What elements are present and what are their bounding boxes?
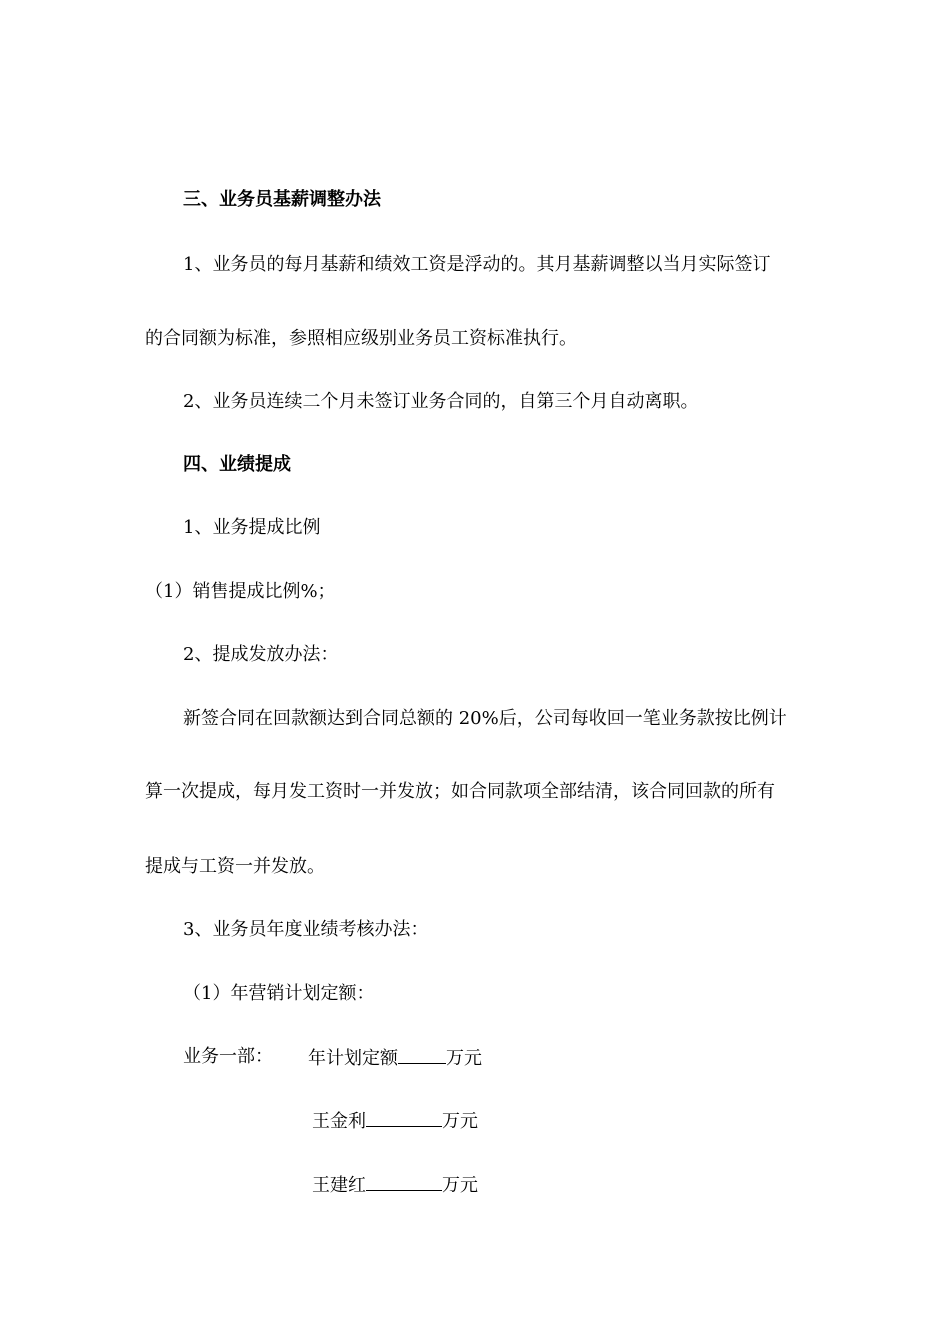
section-4-item-3-sub-1: （1）年营销计划定额：: [183, 983, 375, 1004]
person-1-name: 王金利: [312, 1111, 366, 1132]
person-1-unit: 万元: [442, 1111, 478, 1132]
person-2-unit: 万元: [442, 1175, 478, 1196]
section-3-item-2: 2、业务员连续二个月未签订业务合同的，自第三个月自动离职。: [183, 391, 699, 412]
section-4-item-1-sub-1: （1）销售提成比例%；: [145, 581, 336, 602]
section-4-heading: 四、业绩提成: [183, 454, 291, 475]
person-1-quota-blank: [366, 1108, 442, 1127]
dept-1-quota-blank: [398, 1045, 446, 1064]
person-1-row: [312, 1108, 478, 1134]
section-4-item-3: 3、业务员年度业绩考核办法：: [183, 919, 429, 940]
section-3-item-1-line-1: 1、业务员的每月基薪和绩效工资是浮动的。其月基薪调整以当月实际签订: [183, 254, 771, 275]
dept-1-label: 业务一部：: [183, 1046, 273, 1067]
section-3-item-1-line-2: 的合同额为标准，参照相应级别业务员工资标准执行。: [145, 328, 577, 349]
section-4-item-1: 1、业务提成比例: [183, 517, 321, 538]
section-4-item-2-para-line-1: 新签合同在回款额达到合同总额的 20%后，公司每收回一笔业务款按比例计: [183, 708, 787, 729]
dept-1-quota-label: 年计划定额: [308, 1048, 398, 1069]
person-2-name: 王建红: [312, 1175, 366, 1196]
section-3-heading: 三、业务员基薪调整办法: [183, 189, 381, 210]
dept-1-quota-row: [308, 1045, 482, 1071]
dept-1-quota-unit: 万元: [446, 1048, 482, 1069]
person-2-row: [312, 1172, 478, 1198]
section-4-item-2: 2、提成发放办法：: [183, 644, 339, 665]
person-2-quota-blank: [366, 1172, 442, 1191]
section-4-item-2-para-line-2: 算一次提成，每月发工资时一并发放；如合同款项全部结清，该合同回款的所有: [145, 781, 775, 802]
section-4-item-2-para-line-3: 提成与工资一并发放。: [145, 856, 325, 877]
